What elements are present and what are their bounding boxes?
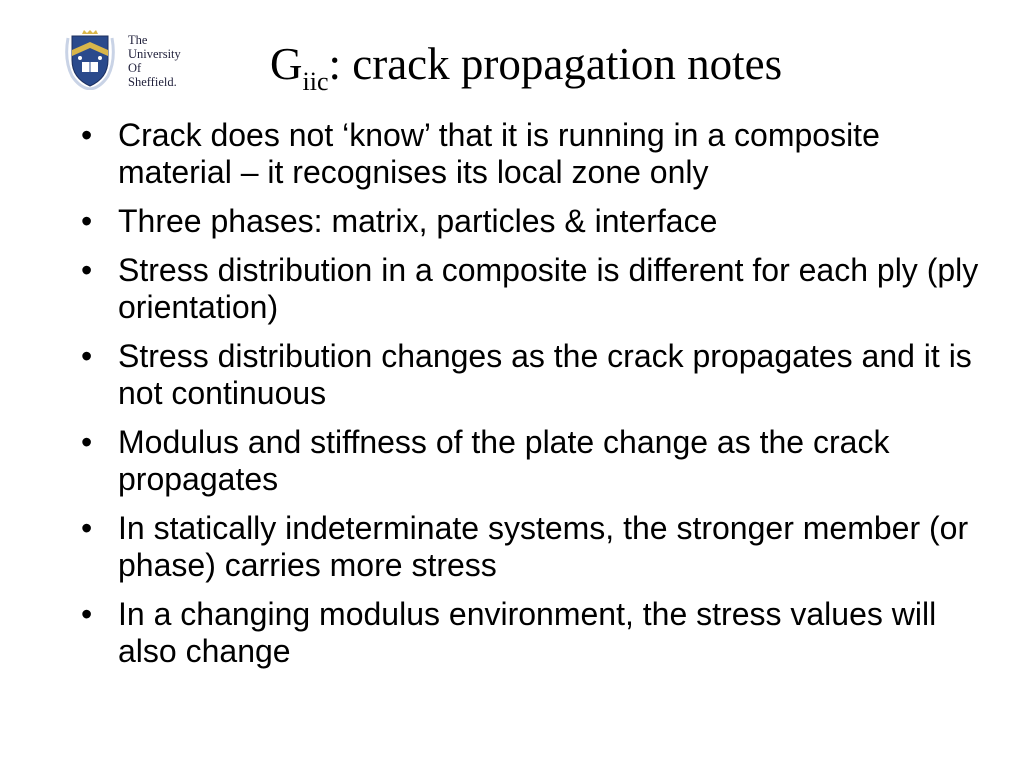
bullet-text: Modulus and stiffness of the plate change as the crack propagates xyxy=(118,424,890,497)
bullet-item xyxy=(81,117,998,191)
bullet-dot: • xyxy=(81,338,93,374)
bullet-text: Crack does not ‘know’ that it is running in a composite material – it recognises its local zone only xyxy=(118,117,880,190)
university-logo xyxy=(62,30,202,92)
bullet-dot: • xyxy=(81,424,93,460)
title-subscript: iic xyxy=(302,67,329,96)
bullet-item xyxy=(81,338,998,412)
bullet-dot: • xyxy=(81,117,93,153)
wordmark-line: Of xyxy=(128,61,142,75)
bullet-dot: • xyxy=(81,596,93,632)
bullet-dot: • xyxy=(81,510,93,546)
bullet-list xyxy=(81,117,998,682)
bullet-dot: • xyxy=(81,252,93,288)
bullet-item xyxy=(81,252,998,326)
title-main: G xyxy=(270,39,303,89)
wordmark-line: University xyxy=(128,47,181,61)
wordmark-line: The xyxy=(128,33,148,47)
wordmark-line: Sheffield. xyxy=(128,75,177,89)
bullet-item xyxy=(81,510,998,584)
university-crest-icon xyxy=(62,30,118,90)
university-wordmark xyxy=(128,33,181,89)
bullet-item xyxy=(81,203,998,240)
bullet-text: Stress distribution in a composite is different for each ply (ply orientation) xyxy=(118,252,979,325)
bullet-text: Stress distribution changes as the crack propagates and it is not continuous xyxy=(118,338,972,411)
bullet-text: In a changing modulus environment, the stress values will also change xyxy=(118,596,937,669)
bullet-dot: • xyxy=(81,203,93,239)
bullet-text: Three phases: matrix, particles & interface xyxy=(118,203,718,239)
bullet-text: In statically indeterminate systems, the stronger member (or phase) carries more stress xyxy=(118,510,969,583)
bullet-item xyxy=(81,424,998,498)
bullet-item xyxy=(81,596,998,670)
slide-title xyxy=(270,36,782,99)
title-rest: : crack propagation notes xyxy=(328,39,783,89)
